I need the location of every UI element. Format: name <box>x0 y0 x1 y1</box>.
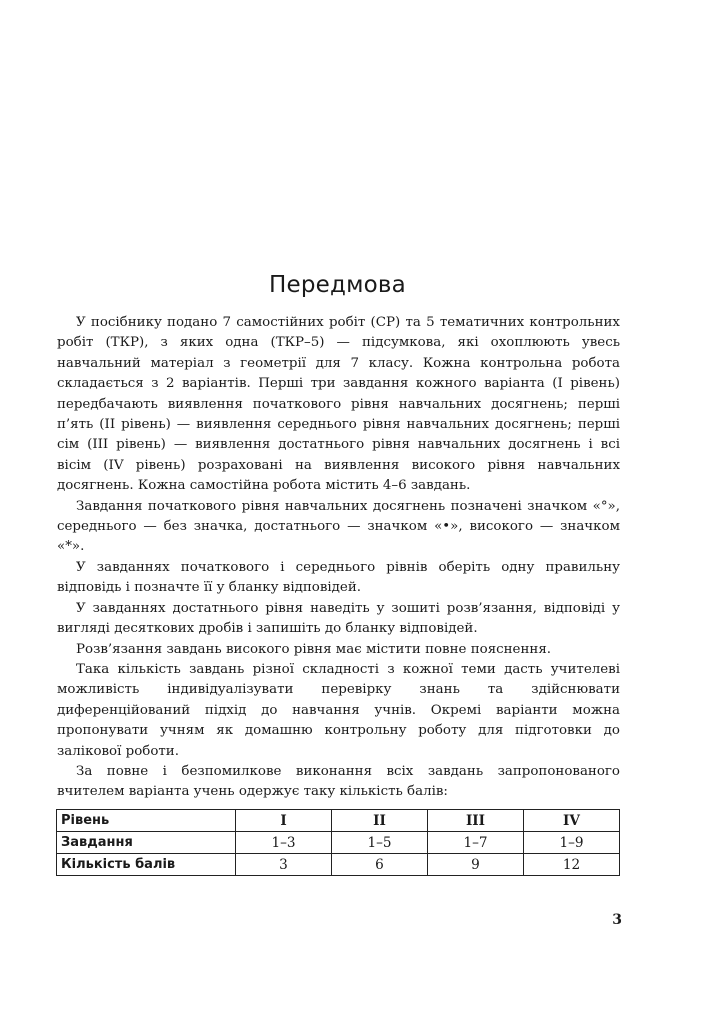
paragraph: Розв’язання завдань високого рівня має містити повне пояснення. <box>76 641 552 657</box>
row-header: Кількість балів <box>57 854 236 876</box>
row-header: Рівень <box>57 810 236 832</box>
table-row <box>57 810 620 832</box>
table-cell: 1–5 <box>332 832 428 854</box>
paragraph: Така кількість завдань різної складності з кожної теми дасть учителеві можливість індивідуалізувати перевірку знань та здійснювати диференційований підхід до навчання учнів. Окремі варіанти можна пропонувати учням як домашню контрольну роботу для підготовки до залікової роботи. <box>57 661 620 759</box>
table-cell: 6 <box>332 854 428 876</box>
scores-table <box>56 809 620 876</box>
table-cell: 9 <box>428 854 524 876</box>
paragraph: У посібнику подано 7 самостійних робіт (СР) та 5 тематичних контрольних робіт (ТКР), з яких одна (ТКР–5) — підсумкова, які охоплюють увесь навчальний матеріал з геометрії для 7 класу. Кожна контрольна робота складається з 2 варіантів. Перші три завдання кожного варіанта (І рівень) передбачають виявлення початкового рівня навчальних досягнень; перші п’ять (ІІ рівень) — виявлення середнього рівня навчальних досягнень; перші сім (ІІІ рівень) — виявлення достатнього рівня навчальних досягнень і всі вісім (IV рівень) розраховані на виявлення високого рівня навчальних досягнень. Кожна самостійна робота містить 4–6 завдань. <box>57 315 620 494</box>
table-cell: IV <box>524 810 620 832</box>
page-title: Передмова <box>269 272 406 298</box>
table-cell: III <box>428 810 524 832</box>
table-cell: 1–7 <box>428 832 524 854</box>
row-header: Завдання <box>57 832 236 854</box>
page-number: 3 <box>612 912 622 928</box>
table-cell: 1–3 <box>236 832 332 854</box>
table-cell: 12 <box>524 854 620 876</box>
paragraph: За повне і безпомилкове виконання всіх завдань запропонованого вчителем варіанта учень одержує таку кількість балів: <box>57 763 620 800</box>
paragraph: У завданнях достатнього рівня наведіть у зошиті розв’язання, відповіді у вигляді десяткових дробів і запишіть до бланку відповідей. <box>57 600 620 637</box>
paragraph: Завдання початкового рівня навчальних досягнень позначені значком «°», середнього — без значка, достатнього — значком «•», високого — значком «*». <box>57 498 620 555</box>
table-cell: 1–9 <box>524 832 620 854</box>
table-cell: II <box>332 810 428 832</box>
paragraph: У завданнях початкового і середнього рівнів оберіть одну правильну відповідь і позначте її у бланку відповідей. <box>57 559 620 596</box>
preface-text <box>57 313 620 803</box>
table-cell: 3 <box>236 854 332 876</box>
table-row <box>57 854 620 876</box>
table-cell: I <box>236 810 332 832</box>
table-row <box>57 832 620 854</box>
